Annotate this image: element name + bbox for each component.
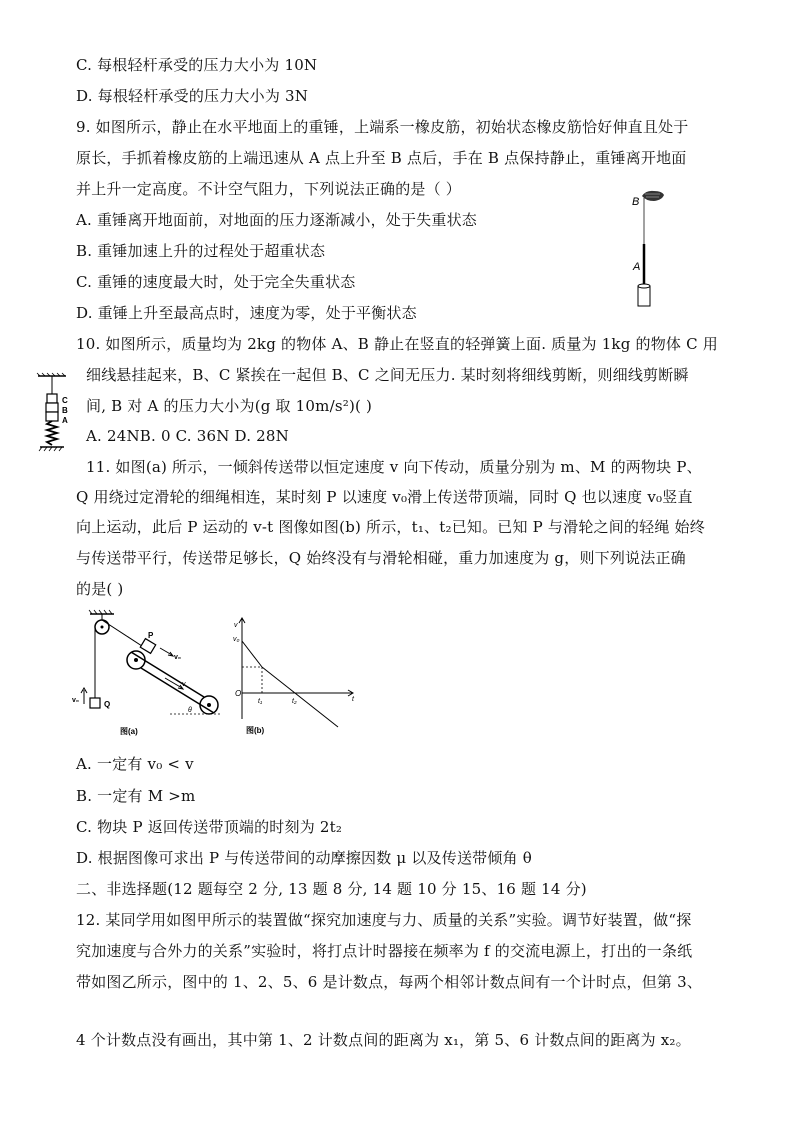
- option-a-q9: A. 重锤离开地面前，对地面的压力逐渐减小，处于失重状态: [76, 211, 477, 229]
- question-10-stem: 间, B 对 A 的压力大小为(g 取 10m/s²)( ): [86, 397, 373, 415]
- label-b: B: [632, 196, 640, 208]
- q11-figure-a: [70, 608, 230, 740]
- options-q10: A. 24NB. 0 C. 36N D. 28N: [86, 427, 289, 445]
- block-b: [46, 403, 58, 412]
- question-11-stem: 与传送带平行，传送带足够长，Q 始终没有与滑轮相碰，重力加速度为 g，则下列说法正确: [76, 549, 686, 567]
- belt-velocity-arrow: [165, 678, 182, 688]
- question-11-stem: 向上运动，此后 P 运动的 v-t 图像如图(b) 所示，t₁、t₂已知。已知 P 与滑轮之间的轻绳 始终: [76, 518, 705, 536]
- label-v0-q: v₀: [72, 697, 80, 704]
- q9-figure: [624, 186, 674, 312]
- question-12-stem: 4 个计数点没有画出，其中第 1、2 计数点间的距离为 x₁，第 5、6 计数点间的距离为 x₂。: [76, 1031, 691, 1049]
- spring: [47, 421, 57, 445]
- caption-b: 图(b): [246, 726, 265, 735]
- q11-figure-b: [230, 615, 360, 741]
- graph-segment-2: [262, 667, 338, 727]
- question-10-stem: 10. 如图所示，质量均为 2kg 的物体 A、B 静止在竖直的轻弹簧上面. 质量为 1kg 的物体 C 用: [76, 335, 718, 353]
- q10-figure: [36, 372, 82, 454]
- label-q: Q: [104, 700, 111, 709]
- block-p: [140, 639, 155, 654]
- label-t: t: [352, 696, 354, 703]
- question-9-stem: 原长，手抓着橡皮筋的上端迅速从 A 点上升至 B 点后，手在 B 点保持静止，重锤离开地面: [76, 149, 687, 167]
- label-t1: t₁: [258, 698, 263, 705]
- question-9-stem: 并上升一定高度。不计空气阻力，下列说法正确的是（ ）: [76, 180, 461, 198]
- label-v: v: [234, 622, 238, 629]
- question-11-stem: 11. 如图(a) 所示，一倾斜传送带以恒定速度 v 向下传动，质量分别为 m、M 的两物块 P、: [86, 458, 702, 476]
- question-10-stem: 细线悬挂起来，B、C 紧挨在一起但 B、C 之间无压力. 某时刻将细线剪断，则细线剪断瞬: [86, 366, 689, 384]
- label-b: B: [62, 406, 68, 415]
- label-theta: θ: [188, 707, 192, 714]
- caption-a: 图(a): [120, 727, 138, 736]
- option-c-q9: C. 重锤的速度最大时，处于完全失重状态: [76, 273, 356, 291]
- graph-segment-1: [242, 641, 262, 667]
- option-c-q8: C. 每根轻杆承受的压力大小为 10N: [76, 56, 318, 74]
- question-9-stem: 9. 如图所示，静止在水平地面上的重锤，上端系一橡皮筋，初始状态橡皮筋恰好伸直且处于: [76, 118, 689, 136]
- option-d-q11: D. 根据图像可求出 P 与传送带间的动摩擦因数 μ 以及传送带倾角 θ: [76, 849, 532, 867]
- label-t2: t₂: [292, 698, 297, 705]
- weight-icon: [638, 286, 650, 306]
- option-b-q11: B. 一定有 M >m: [76, 787, 196, 805]
- option-d-q8: D. 每根轻杆承受的压力大小为 3N: [76, 87, 309, 105]
- belt-bottom: [141, 668, 214, 713]
- block-c: [47, 394, 57, 403]
- question-12-stem: 带如图乙所示，图中的 1、2、5、6 是计数点，每两个相邻计数点间有一个计时点，但第 3、: [76, 973, 703, 991]
- velocity-arrow-p: [160, 648, 172, 655]
- question-11-stem: Q 用绕过定滑轮的细绳相连，某时刻 P 以速度 v₀滑上传送带顶端，同时 Q 也以速度 v₀竖直: [76, 488, 693, 506]
- question-11-stem: 的是( ): [76, 580, 124, 598]
- label-o: O: [235, 689, 242, 698]
- question-12-stem: 究加速度与合外力的关系”实验时，将打点计时器接在频率为 f 的交流电源上，打出的一条纸: [76, 942, 693, 960]
- option-c-q11: C. 物块 P 返回传送带顶端的时刻为 2t₂: [76, 818, 343, 836]
- block-a: [46, 412, 58, 421]
- option-a-q11: A. 一定有 v₀ < v: [76, 755, 194, 773]
- section-heading: 二、非选择题(12 题每空 2 分, 13 题 8 分, 14 题 10 分 15、16 题 14 分): [76, 880, 587, 898]
- label-v: v: [182, 681, 186, 688]
- rope-p: [102, 620, 145, 648]
- label-c: C: [62, 396, 68, 405]
- option-b-q9: B. 重锤加速上升的过程处于超重状态: [76, 242, 326, 260]
- block-q: [90, 698, 100, 708]
- belt-top: [131, 652, 204, 697]
- label-a: A: [62, 416, 68, 425]
- label-v0: v₀: [233, 636, 240, 643]
- hand-icon: [642, 191, 664, 201]
- option-d-q9: D. 重锤上升至最高点时，速度为零，处于平衡状态: [76, 304, 417, 322]
- label-p: P: [148, 631, 154, 640]
- question-12-stem: 12. 某同学用如图甲所示的装置做“探究加速度与力、质量的关系”实验。调节好装置，做“探: [76, 911, 692, 929]
- label-a: A: [633, 261, 641, 273]
- label-v0-p: v₀: [174, 654, 182, 661]
